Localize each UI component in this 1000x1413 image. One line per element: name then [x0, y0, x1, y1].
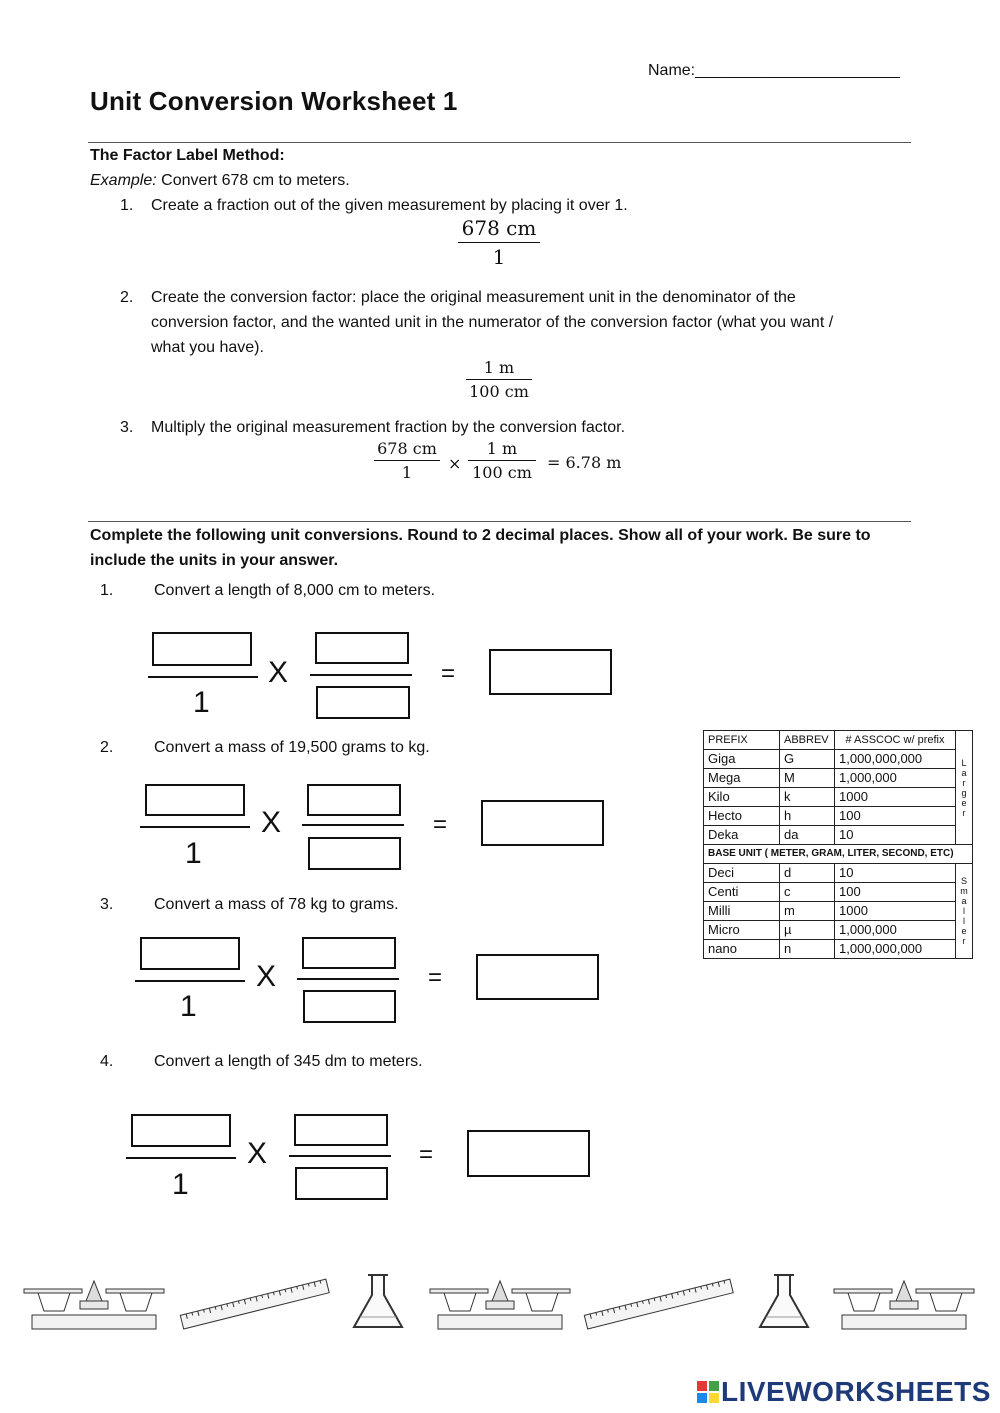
fraction-bar: [126, 1157, 236, 1159]
balance-scale-icon: [834, 1281, 974, 1329]
step-number: 1.: [120, 197, 134, 214]
fraction-bar: [458, 242, 540, 243]
fraction-numerator: 1 m: [486, 439, 518, 458]
example-label: Example:: [90, 172, 157, 189]
instructions-line: include the units in your answer.: [90, 552, 339, 569]
multiply-sign: ×: [448, 454, 462, 473]
factor-denominator-box[interactable]: [303, 990, 396, 1023]
numerator-answer-box[interactable]: [152, 632, 252, 666]
factor-denominator-box[interactable]: [308, 837, 401, 870]
value-cell: 10: [835, 864, 956, 883]
abbrev-cell: m: [780, 902, 835, 921]
balance-scale-icon: [24, 1281, 164, 1329]
equals-sign: =: [433, 811, 448, 838]
instructions-line: Complete the following unit conversions. Round to 2 decimal places. Show all of your work. Be sure to: [90, 527, 871, 544]
fraction-bar: [289, 1155, 391, 1157]
table-header-row: [704, 731, 973, 750]
prefix-cell: Deci: [704, 864, 780, 883]
table-row: [704, 788, 973, 807]
flask-icon: [354, 1275, 402, 1327]
table-row: [704, 940, 973, 959]
problem-text: Convert a length of 345 dm to meters.: [154, 1053, 423, 1070]
multiply-sign: X: [247, 1137, 268, 1170]
numerator-answer-box[interactable]: [140, 937, 240, 970]
prefix-cell: Milli: [704, 902, 780, 921]
problem-text: Convert a mass of 19,500 grams to kg.: [154, 739, 430, 756]
prefix-cell: Giga: [704, 750, 780, 769]
liveworksheets-logo: [697, 1376, 991, 1408]
ruler-icon: [584, 1279, 733, 1329]
column-header: # ASSCOC w/ prefix: [835, 731, 956, 750]
fraction-numerator: 1 m: [483, 358, 515, 377]
value-cell: 1000: [835, 788, 956, 807]
multiply-sign: X: [261, 806, 282, 839]
factor-denominator-box[interactable]: [295, 1167, 388, 1200]
step-text: Multiply the original measurement fraction by the conversion factor.: [151, 419, 626, 436]
table-row: [704, 883, 973, 902]
abbrev-cell: k: [780, 788, 835, 807]
fraction-bar: [302, 824, 404, 826]
step-text: Create a fraction out of the given measurement by placing it over 1.: [151, 197, 628, 214]
table-row: [704, 921, 973, 940]
value-cell: 1,000,000: [835, 769, 956, 788]
larger-side-label: L a r g e r: [956, 731, 973, 845]
factor-numerator-box[interactable]: [307, 784, 401, 816]
table-row: [704, 807, 973, 826]
abbrev-cell: h: [780, 807, 835, 826]
fraction-numerator: 678 cm: [377, 439, 437, 458]
prefix-cell: Hecto: [704, 807, 780, 826]
value-cell: 1,000,000,000: [835, 750, 956, 769]
fraction-bar: [135, 980, 245, 982]
table-row: [704, 769, 973, 788]
fraction-bar: [310, 674, 412, 676]
abbrev-cell: M: [780, 769, 835, 788]
multiply-sign: X: [268, 656, 289, 689]
fraction-1m-over-100cm-small: [468, 439, 536, 482]
fraction-denominator: 100 cm: [472, 463, 532, 482]
smaller-side-label: S m a l l e r: [956, 864, 973, 959]
problem-number: 3.: [100, 896, 114, 913]
value-cell: 10: [835, 826, 956, 845]
divider: [88, 521, 911, 522]
column-header: ABBREV: [780, 731, 835, 750]
numerator-answer-box[interactable]: [131, 1114, 231, 1147]
fraction-bar: [297, 978, 399, 980]
fraction-denominator: 1: [492, 245, 506, 269]
prefix-cell: Micro: [704, 921, 780, 940]
abbrev-cell: c: [780, 883, 835, 902]
step-text-line: conversion factor, and the wanted unit in the numerator of the conversion factor (what you want /: [151, 314, 834, 331]
table-row: [704, 826, 973, 845]
factor-numerator-box[interactable]: [315, 632, 409, 664]
abbrev-cell: da: [780, 826, 835, 845]
fraction-denominator: 1: [401, 463, 413, 482]
fraction-bar: [466, 379, 532, 380]
problem-number: 1.: [100, 582, 114, 599]
equals-sign: =: [419, 1141, 434, 1168]
denominator-one: 1: [180, 990, 197, 1023]
multiply-sign: X: [256, 960, 277, 993]
answer-box[interactable]: [476, 954, 599, 1000]
prefix-cell: nano: [704, 940, 780, 959]
logo-text: LIVEWORKSHEETS: [721, 1376, 991, 1407]
denominator-one: 1: [172, 1168, 189, 1201]
abbrev-cell: d: [780, 864, 835, 883]
answer-box[interactable]: [489, 649, 612, 695]
factor-numerator-box[interactable]: [302, 937, 396, 969]
fraction-numerator: 678 cm: [461, 216, 537, 240]
answer-box[interactable]: [467, 1130, 590, 1177]
prefix-cell: Centi: [704, 883, 780, 902]
prefix-cell: Deka: [704, 826, 780, 845]
flask-icon: [760, 1275, 808, 1327]
numerator-answer-box[interactable]: [145, 784, 245, 816]
table-row: [704, 902, 973, 921]
science-clipart-border: [0, 1265, 1000, 1335]
step-text-line: what you have).: [151, 339, 264, 356]
factor-denominator-box[interactable]: [316, 686, 410, 719]
step-number: 3.: [120, 419, 134, 436]
answer-box[interactable]: [481, 800, 604, 846]
fraction-678cm-over-1: [458, 216, 540, 269]
example-text: Convert 678 cm to meters.: [156, 172, 350, 189]
problem-number: 4.: [100, 1053, 114, 1070]
fraction-bar: [148, 676, 258, 678]
factor-numerator-box[interactable]: [294, 1114, 388, 1146]
equals-sign: =: [428, 964, 443, 991]
problem-number: 2.: [100, 739, 114, 756]
base-unit-cell: BASE UNIT ( METER, GRAM, LITER, SECOND, ETC): [704, 845, 973, 864]
balance-scale-icon: [430, 1281, 570, 1329]
fraction-bar: [468, 460, 536, 461]
equals-sign: =: [441, 660, 456, 687]
fraction-denominator: 100 cm: [469, 382, 529, 401]
fraction-678cm-over-1-small: [374, 439, 440, 482]
prefix-cell: Mega: [704, 769, 780, 788]
name-field-label: Name:_______________________: [648, 62, 900, 79]
fraction-1m-over-100cm: [466, 358, 532, 401]
denominator-one: 1: [193, 686, 210, 719]
value-cell: 100: [835, 807, 956, 826]
abbrev-cell: G: [780, 750, 835, 769]
denominator-one: 1: [185, 837, 202, 870]
page-title: Unit Conversion Worksheet 1: [90, 86, 458, 116]
value-cell: 100: [835, 883, 956, 902]
example-line: [90, 168, 350, 193]
prefix-cell: Kilo: [704, 788, 780, 807]
fraction-bar: [140, 826, 250, 828]
column-header: PREFIX: [704, 731, 780, 750]
liveworksheets-logo-icon: [697, 1381, 719, 1403]
table-row: [704, 750, 973, 769]
problem-text: Convert a mass of 78 kg to grams.: [154, 896, 399, 913]
value-cell: 1,000,000: [835, 921, 956, 940]
ruler-icon: [180, 1279, 329, 1329]
method-heading: The Factor Label Method:: [90, 147, 285, 164]
step-number: 2.: [120, 289, 134, 306]
value-cell: 1000: [835, 902, 956, 921]
base-unit-row: [704, 845, 973, 864]
value-cell: 1,000,000,000: [835, 940, 956, 959]
abbrev-cell: µ: [780, 921, 835, 940]
problem-text: Convert a length of 8,000 cm to meters.: [154, 582, 436, 599]
table-row: [704, 864, 973, 883]
fraction-bar: [374, 460, 440, 461]
step-text-line: Create the conversion factor: place the original measurement unit in the denominator of the: [151, 289, 796, 306]
abbrev-cell: n: [780, 940, 835, 959]
metric-prefix-table: [703, 730, 973, 959]
example-result: = 6.78 m: [547, 453, 622, 472]
